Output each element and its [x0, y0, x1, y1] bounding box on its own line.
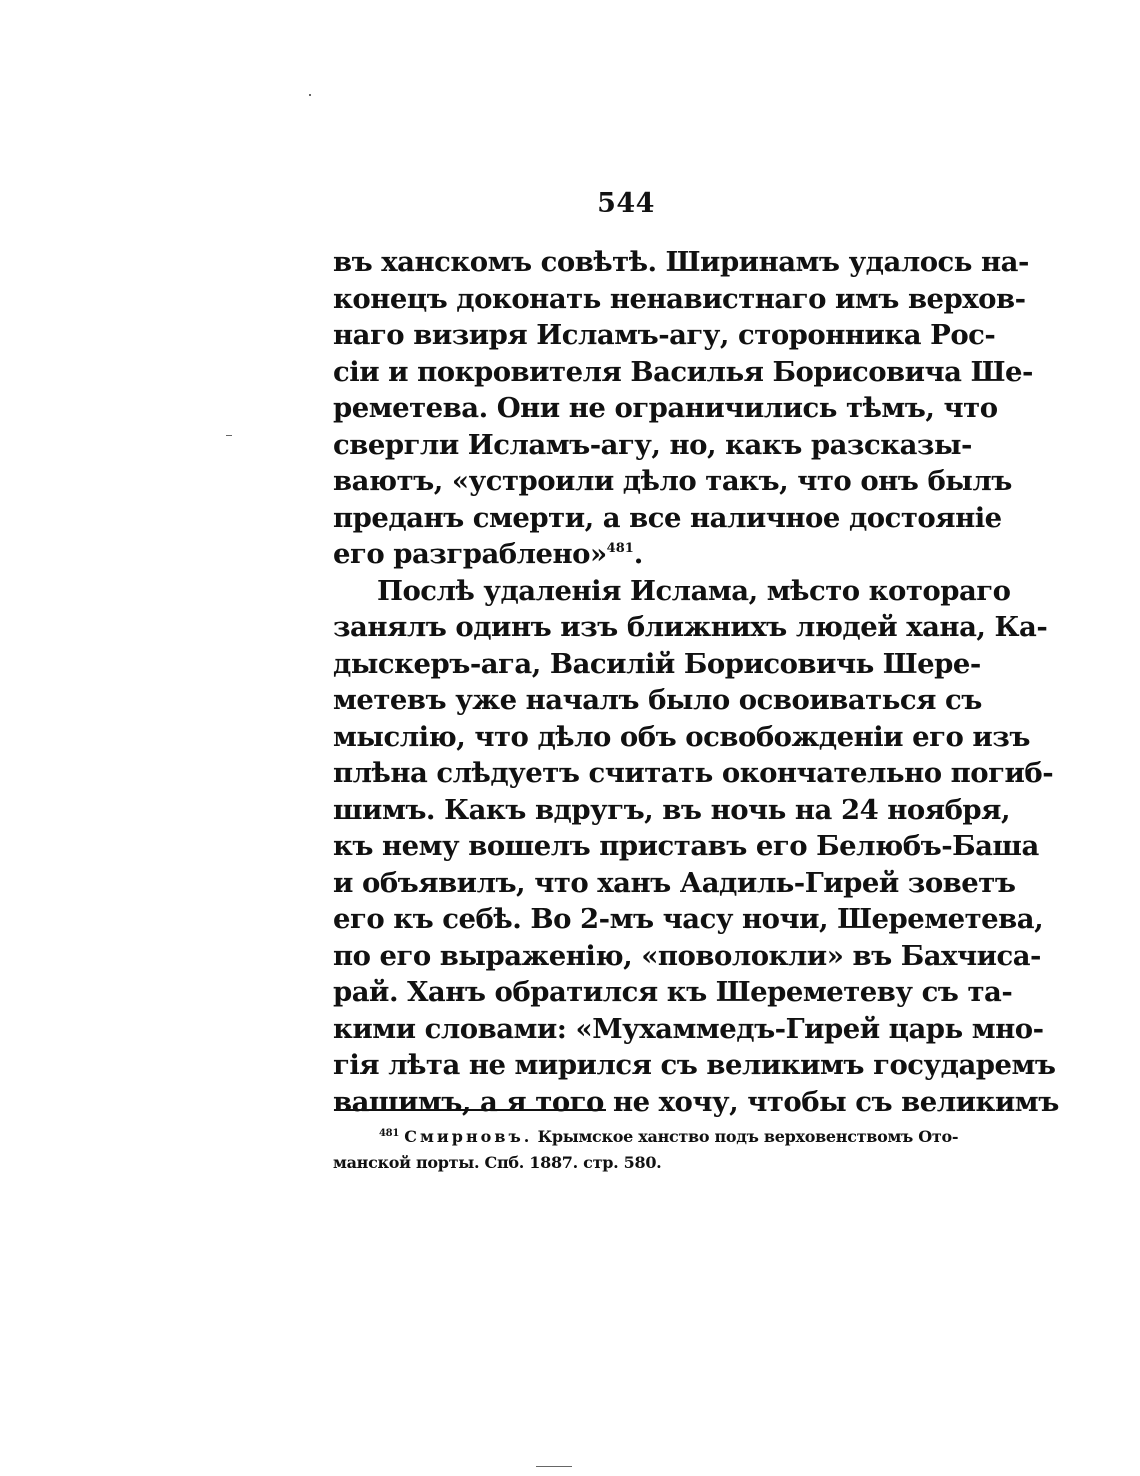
footnote-author: Смирновъ. — [404, 1127, 533, 1146]
text-line: вашимъ, а я того не хочу, чтобы съ великимъ — [333, 1085, 1059, 1118]
footnote-reference[interactable]: 481 — [606, 541, 634, 556]
text-line: занялъ одинъ изъ ближнихъ людей хана, Ка- — [333, 611, 1048, 643]
text-line: дыскеръ-ага, Василій Борисовичь Шере- — [333, 647, 981, 680]
footnote-line: манской порты. Спб. 1887. стр. 580. — [333, 1153, 662, 1172]
text-line: кими словами: «Мухаммедъ-Гирей царь мно- — [333, 1012, 1044, 1045]
scan-speck — [226, 435, 232, 436]
text-line: гія лѣта не мирился съ великимъ государемъ — [333, 1049, 1056, 1081]
text-line: Послѣ удаленія Ислама, мѣсто котораго — [377, 574, 1011, 607]
footnote-number: 481 — [379, 1128, 399, 1139]
text-line: мыслію, что дѣло объ освобожденіи его изъ — [333, 720, 1030, 753]
text-line: метевъ уже началъ было освоиваться съ — [333, 684, 982, 716]
text-line: наго визиря Исламъ-агу, сторонника Рос- — [333, 319, 996, 351]
scan-speck — [309, 94, 311, 96]
paragraph-1 — [333, 244, 1033, 573]
text-line: по его выраженію, «поволокли» въ Бахчиса- — [333, 939, 1041, 972]
text-line: конецъ доконать ненавистнаго имъ верхов- — [333, 282, 1026, 315]
footnote-divider — [334, 1109, 606, 1111]
text-line: сіи и покровителя Василья Борисовича Ше- — [333, 355, 1033, 388]
footnote-text: Крымское ханство подъ верховенствомъ Ото- — [537, 1127, 959, 1146]
main-text — [333, 244, 1059, 1120]
text-line: преданъ смерти, а все наличное достояніе — [333, 501, 1002, 534]
text-line: рай. Ханъ обратился къ Шереметеву съ та- — [333, 976, 1013, 1008]
last-line-end: . — [633, 538, 643, 570]
text-line: его къ себѣ. Во 2-мъ часу ночи, Шереметева, — [333, 903, 1044, 935]
text-line: ваютъ, «устроили дѣло такъ, что онъ былъ — [333, 465, 1012, 497]
footnote-line — [333, 1124, 959, 1150]
footnote — [333, 1124, 959, 1176]
text-line: къ нему вошелъ приставъ его Белюбъ-Баша — [333, 830, 1039, 862]
page-number: 544 — [597, 188, 655, 219]
text-line: реметева. Они не ограничились тѣмъ, что — [333, 392, 998, 424]
text-line: свергли Исламъ-агу, но, какъ разсказы- — [333, 428, 972, 461]
paragraph-2 — [333, 573, 1059, 1121]
text-line: и объявилъ, что ханъ Аадиль-Гирей зоветъ — [333, 866, 1016, 899]
text-line: плѣна слѣдуетъ считать окончательно погиб- — [333, 757, 1054, 789]
last-line-text: его разграблено» — [333, 538, 607, 570]
text-line-last — [333, 536, 927, 573]
scan-speck — [536, 1466, 572, 1467]
text-line: шимъ. Какъ вдругъ, въ ночь на 24 ноября, — [333, 793, 1011, 826]
text-line: въ ханскомъ совѣтѣ. Ширинамъ удалось на- — [333, 246, 1029, 278]
